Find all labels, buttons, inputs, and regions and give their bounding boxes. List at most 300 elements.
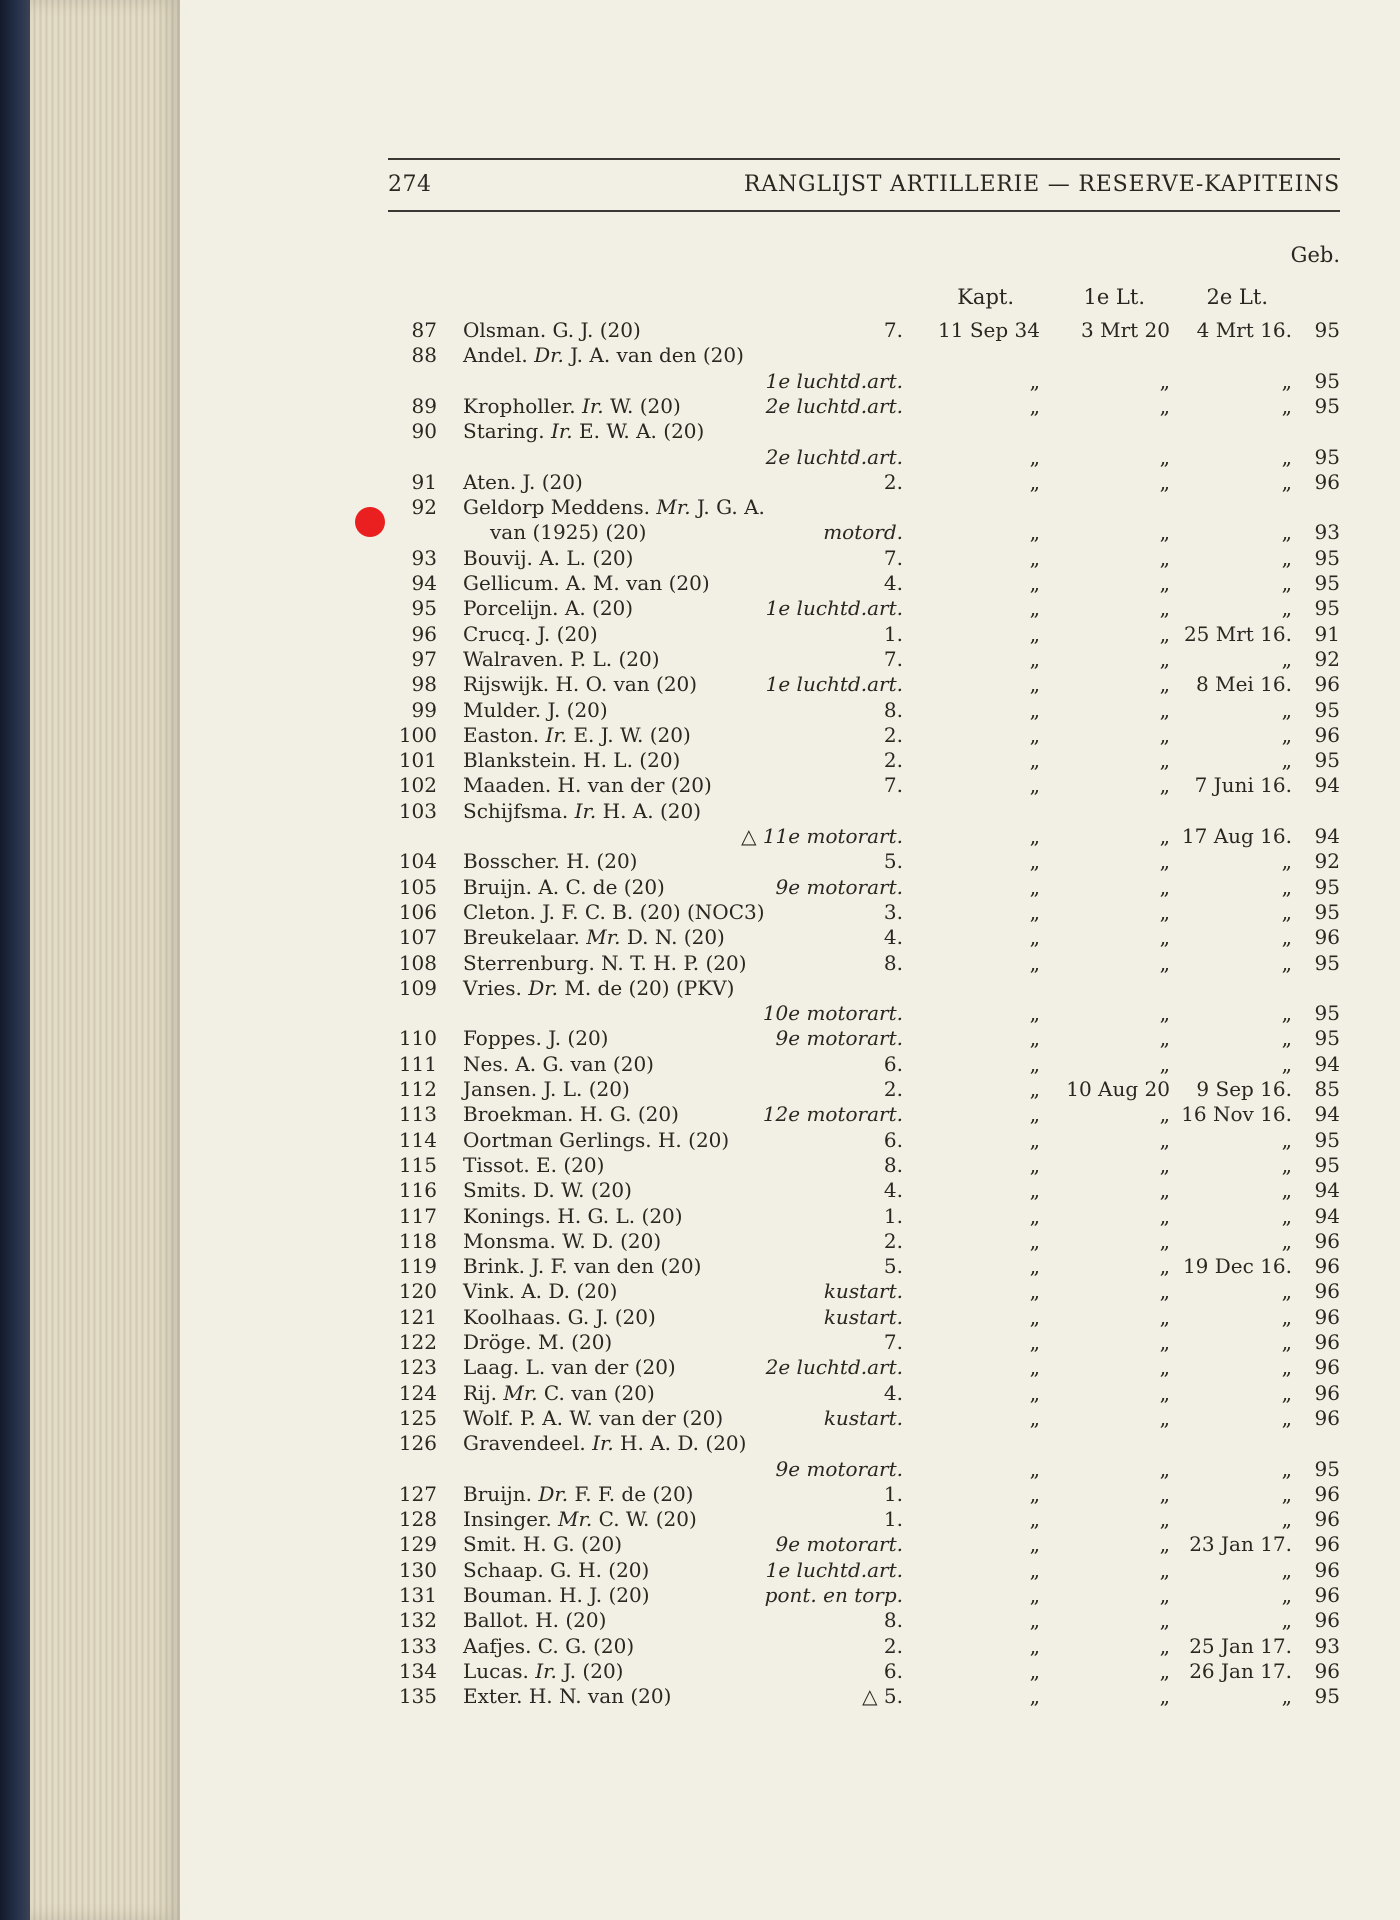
birth-year: 95 <box>1314 1026 1340 1051</box>
officer-name: Bosscher. H. (20) <box>463 849 638 874</box>
birth-year: 92 <box>1314 849 1340 874</box>
date-1e-lt: „ <box>1159 824 1170 848</box>
birth-year: 95 <box>1314 1001 1340 1026</box>
date-2e-lt: „ <box>1281 646 1292 671</box>
unit-assignment: 7. <box>883 646 903 671</box>
list-row <box>0 1077 1400 1102</box>
birth-year: 95 <box>1314 368 1340 393</box>
officer-name: Lucas. Ir. J. (20) <box>463 1658 624 1683</box>
date-2e-lt: „ <box>1281 1507 1292 1532</box>
list-row <box>0 1482 1400 1507</box>
birth-year: 91 <box>1314 621 1340 646</box>
date-kapt: „ <box>1029 722 1040 747</box>
officer-name: Wolf. P. A. W. van der (20) <box>463 1405 724 1430</box>
date-kapt: „ <box>1029 1102 1040 1127</box>
date-2e-lt: 26 Jan 17. <box>1189 1658 1292 1683</box>
date-kapt: „ <box>1029 925 1040 950</box>
date-kapt: „ <box>1029 773 1040 798</box>
rank-number: 126 <box>398 1431 437 1456</box>
date-2e-lt: „ <box>1281 722 1292 747</box>
unit-assignment: 4. <box>883 925 903 950</box>
date-1e-lt: 10 Aug 20 <box>1066 1077 1170 1101</box>
list-row <box>0 1001 1400 1026</box>
date-kapt: „ <box>1029 1228 1040 1253</box>
date-2e-lt: „ <box>1281 1228 1292 1253</box>
unit-assignment: 8. <box>883 1152 903 1177</box>
birth-year: 96 <box>1314 1481 1340 1506</box>
date-1e-lt: „ <box>1159 545 1170 570</box>
rank-number: 108 <box>398 950 437 975</box>
date-2e-lt: „ <box>1281 469 1292 494</box>
list-row <box>0 318 1400 343</box>
date-1e-lt: „ <box>1159 1633 1170 1658</box>
officer-name: Rijswijk. H. O. van (20) <box>463 672 698 697</box>
unit-assignment: 8. <box>883 697 903 722</box>
date-kapt: „ <box>1029 1254 1040 1279</box>
list-row <box>0 1229 1400 1254</box>
unit-assignment: 2. <box>883 1077 903 1101</box>
rank-number: 92 <box>411 495 437 520</box>
unit-assignment: kustart. <box>823 1405 903 1430</box>
unit-assignment: 3. <box>883 899 903 924</box>
date-1e-lt: „ <box>1159 1658 1170 1683</box>
birth-year: 96 <box>1314 722 1340 747</box>
officer-name: Brink. J. F. van den (20) <box>463 1254 702 1279</box>
date-2e-lt: „ <box>1281 1127 1292 1152</box>
unit-assignment: 6. <box>883 1127 903 1152</box>
date-kapt: „ <box>1029 1608 1040 1633</box>
date-1e-lt: „ <box>1159 1026 1170 1051</box>
date-kapt: „ <box>1029 621 1040 646</box>
rank-number: 100 <box>398 722 437 747</box>
birth-year: 96 <box>1314 1583 1340 1607</box>
rank-number: 135 <box>398 1684 437 1709</box>
date-2e-lt: „ <box>1281 1304 1292 1329</box>
date-2e-lt: „ <box>1281 1051 1292 1076</box>
date-kapt: „ <box>1029 1279 1040 1304</box>
unit-assignment: 12e motorart. <box>762 1102 903 1127</box>
date-2e-lt: „ <box>1281 596 1292 621</box>
date-kapt: „ <box>1029 899 1040 924</box>
list-row <box>0 1634 1400 1659</box>
officer-name: Andel. Dr. J. A. van den (20) <box>463 343 744 368</box>
birth-year: 95 <box>1314 950 1340 975</box>
rank-number: 101 <box>398 748 437 773</box>
rank-number: 124 <box>398 1380 437 1405</box>
officer-name: Gellicum. A. M. van (20) <box>463 571 710 595</box>
rank-number: 133 <box>398 1633 437 1658</box>
rank-number: 106 <box>398 899 437 924</box>
birth-year: 96 <box>1314 1330 1340 1354</box>
date-1e-lt: „ <box>1159 1102 1170 1127</box>
list-row <box>0 1102 1400 1127</box>
date-2e-lt: 16 Nov 16. <box>1181 1102 1292 1127</box>
birth-year: 95 <box>1314 1456 1340 1481</box>
date-2e-lt: „ <box>1281 1152 1292 1177</box>
list-row <box>0 849 1400 874</box>
birth-year: 96 <box>1314 469 1340 494</box>
date-kapt: „ <box>1029 1633 1040 1658</box>
list-row <box>0 1381 1400 1406</box>
rank-number: 132 <box>398 1608 437 1633</box>
rank-number: 127 <box>398 1481 437 1506</box>
rank-number: 120 <box>398 1279 437 1304</box>
birth-year: 95 <box>1314 874 1340 899</box>
unit-assignment: 2. <box>883 469 903 494</box>
birth-year: 95 <box>1314 393 1340 418</box>
birth-year: 96 <box>1314 1405 1340 1430</box>
date-1e-lt: „ <box>1159 1203 1170 1228</box>
list-row <box>0 773 1400 798</box>
birth-year: 96 <box>1314 1380 1340 1405</box>
date-1e-lt: „ <box>1159 874 1170 899</box>
rank-number: 94 <box>411 571 437 595</box>
rank-number: 87 <box>411 318 437 342</box>
list-row <box>0 1330 1400 1355</box>
date-1e-lt: „ <box>1159 1279 1170 1304</box>
unit-assignment: kustart. <box>823 1304 903 1329</box>
date-kapt: „ <box>1029 1481 1040 1506</box>
date-1e-lt: „ <box>1159 1532 1170 1557</box>
birth-year: 94 <box>1314 1102 1340 1127</box>
date-kapt: „ <box>1029 824 1040 848</box>
date-kapt: „ <box>1029 646 1040 671</box>
date-2e-lt: „ <box>1281 1583 1292 1607</box>
officer-name: Smits. D. W. (20) <box>463 1178 632 1203</box>
date-2e-lt: „ <box>1281 1608 1292 1633</box>
unit-assignment: 1e luchtd.art. <box>765 368 903 393</box>
list-row <box>0 571 1400 596</box>
unit-assignment: pont. en torp. <box>764 1583 903 1607</box>
unit-assignment: 1e luchtd.art. <box>765 596 903 621</box>
rank-number: 103 <box>398 798 437 823</box>
unit-assignment: 4. <box>883 1178 903 1203</box>
date-kapt: 11 Sep 34 <box>938 318 1040 342</box>
list-row <box>0 1254 1400 1279</box>
unit-assignment: 4. <box>883 571 903 595</box>
officer-name: Olsman. G. J. (20) <box>463 318 641 342</box>
date-1e-lt: „ <box>1159 1152 1170 1177</box>
date-1e-lt: „ <box>1159 1481 1170 1506</box>
unit-assignment: 1. <box>883 1203 903 1228</box>
date-2e-lt: „ <box>1281 849 1292 874</box>
date-2e-lt: 23 Jan 17. <box>1189 1532 1292 1557</box>
date-kapt: „ <box>1029 1304 1040 1329</box>
officer-name: Dröge. M. (20) <box>463 1330 613 1354</box>
unit-assignment: 6. <box>883 1051 903 1076</box>
date-2e-lt: 25 Jan 17. <box>1189 1633 1292 1658</box>
date-1e-lt: „ <box>1159 1507 1170 1532</box>
rank-number: 116 <box>398 1178 437 1203</box>
date-2e-lt: „ <box>1281 1380 1292 1405</box>
date-2e-lt: 19 Dec 16. <box>1182 1254 1292 1279</box>
unit-assignment: 2e luchtd.art. <box>765 1355 903 1380</box>
date-kapt: „ <box>1029 469 1040 494</box>
rank-number: 97 <box>411 646 437 671</box>
date-1e-lt: „ <box>1159 1127 1170 1152</box>
birth-year: 93 <box>1314 520 1340 545</box>
date-1e-lt: „ <box>1159 1228 1170 1253</box>
unit-assignment: 6. <box>883 1658 903 1683</box>
list-row <box>0 394 1400 419</box>
list-row <box>0 470 1400 495</box>
date-kapt: „ <box>1029 950 1040 975</box>
list-row <box>0 1507 1400 1532</box>
date-kapt: „ <box>1029 672 1040 697</box>
date-1e-lt: „ <box>1159 596 1170 621</box>
officer-name: Smit. H. G. (20) <box>463 1532 623 1557</box>
date-1e-lt: „ <box>1159 1178 1170 1203</box>
list-row <box>0 1052 1400 1077</box>
rank-number: 117 <box>398 1203 437 1228</box>
unit-assignment: kustart. <box>823 1279 903 1304</box>
rank-number: 99 <box>411 697 437 722</box>
birth-year: 95 <box>1314 318 1340 342</box>
unit-assignment: 9e motorart. <box>775 1456 903 1481</box>
officer-name: Porcelijn. A. (20) <box>463 596 634 621</box>
unit-assignment: 7. <box>883 545 903 570</box>
header-rule-top <box>388 158 1340 160</box>
date-kapt: „ <box>1029 1330 1040 1354</box>
date-2e-lt: „ <box>1281 1355 1292 1380</box>
date-kapt: „ <box>1029 571 1040 595</box>
rank-number: 96 <box>411 621 437 646</box>
officer-name: Exter. H. N. van (20) <box>463 1684 672 1709</box>
officer-name: Aafjes. C. G. (20) <box>463 1633 635 1658</box>
birth-year: 93 <box>1314 1633 1340 1658</box>
date-kapt: „ <box>1029 1658 1040 1683</box>
date-kapt: „ <box>1029 393 1040 418</box>
list-row <box>0 520 1400 545</box>
date-2e-lt: 7 Juni 16. <box>1194 773 1292 798</box>
date-1e-lt: „ <box>1159 1608 1170 1633</box>
officer-name: Aten. J. (20) <box>463 469 583 494</box>
unit-assignment: 7. <box>883 773 903 798</box>
column-header-2e-lt: 2e Lt. <box>1206 285 1268 309</box>
list-row <box>0 824 1400 849</box>
date-2e-lt: 17 Aug 16. <box>1181 824 1292 848</box>
unit-assignment: △ 5. <box>862 1684 903 1709</box>
date-1e-lt: „ <box>1159 1001 1170 1026</box>
list-row <box>0 1457 1400 1482</box>
unit-assignment: 4. <box>883 1380 903 1405</box>
date-2e-lt: 9 Sep 16. <box>1196 1077 1292 1101</box>
officer-name: Ballot. H. (20) <box>463 1608 607 1633</box>
date-2e-lt: „ <box>1281 1178 1292 1203</box>
officer-name: Vries. Dr. M. de (20) (PKV) <box>463 975 735 1000</box>
birth-year: 95 <box>1314 899 1340 924</box>
birth-year: 95 <box>1314 697 1340 722</box>
list-row <box>0 698 1400 723</box>
rank-number: 111 <box>398 1051 437 1076</box>
rank-number: 104 <box>398 849 437 874</box>
date-1e-lt: „ <box>1159 444 1170 469</box>
birth-year: 96 <box>1314 1304 1340 1329</box>
birth-year: 95 <box>1314 444 1340 469</box>
list-row <box>0 495 1400 520</box>
date-1e-lt: „ <box>1159 672 1170 697</box>
date-1e-lt: „ <box>1159 899 1170 924</box>
column-header-1e-lt: 1e Lt. <box>1083 285 1145 309</box>
unit-assignment: 1e luchtd.art. <box>765 1557 903 1582</box>
officer-name: Monsma. W. D. (20) <box>463 1228 662 1253</box>
birth-year: 96 <box>1314 1507 1340 1532</box>
list-row <box>0 900 1400 925</box>
list-row <box>0 622 1400 647</box>
date-kapt: „ <box>1029 1127 1040 1152</box>
birth-year: 85 <box>1314 1077 1340 1101</box>
date-2e-lt: „ <box>1281 368 1292 393</box>
date-1e-lt: „ <box>1159 571 1170 595</box>
list-row <box>0 1558 1400 1583</box>
rank-number: 88 <box>411 343 437 368</box>
date-2e-lt: „ <box>1281 1557 1292 1582</box>
birth-year: 96 <box>1314 672 1340 697</box>
birth-year: 94 <box>1314 1178 1340 1203</box>
date-1e-lt: „ <box>1159 1254 1170 1279</box>
unit-assignment: 5. <box>883 849 903 874</box>
date-kapt: „ <box>1029 1152 1040 1177</box>
officer-name: Gravendeel. Ir. H. A. D. (20) <box>463 1431 747 1456</box>
officer-name: Walraven. P. L. (20) <box>463 646 660 671</box>
rank-number: 123 <box>398 1355 437 1380</box>
unit-assignment: 9e motorart. <box>775 1026 903 1051</box>
date-kapt: „ <box>1029 1405 1040 1430</box>
rank-number: 93 <box>411 545 437 570</box>
officer-name: Bouman. H. J. (20) <box>463 1583 650 1607</box>
officer-name: Kropholler. Ir. W. (20) <box>463 393 681 418</box>
officer-name: Sterrenburg. N. T. H. P. (20) <box>463 950 747 975</box>
unit-assignment: 10e motorart. <box>762 1001 903 1026</box>
date-1e-lt: „ <box>1159 1304 1170 1329</box>
officer-name: Bouvij. A. L. (20) <box>463 545 634 570</box>
date-1e-lt: „ <box>1159 1684 1170 1709</box>
rank-number: 128 <box>398 1507 437 1532</box>
date-2e-lt: „ <box>1281 1330 1292 1354</box>
officer-name: Staring. Ir. E. W. A. (20) <box>463 419 705 444</box>
date-kapt: „ <box>1029 1001 1040 1026</box>
list-row <box>0 1532 1400 1557</box>
list-row <box>0 723 1400 748</box>
column-header-geb: Geb. <box>1290 243 1340 267</box>
date-kapt: „ <box>1029 596 1040 621</box>
list-row <box>0 647 1400 672</box>
officer-name: Maaden. H. van der (20) <box>463 773 712 798</box>
officer-name: Rij. Mr. C. van (20) <box>463 1380 655 1405</box>
rank-number: 109 <box>398 975 437 1000</box>
unit-assignment: 2. <box>883 1633 903 1658</box>
date-kapt: „ <box>1029 1684 1040 1709</box>
unit-assignment: 7. <box>883 318 903 342</box>
date-kapt: „ <box>1029 1203 1040 1228</box>
unit-assignment: △ 11e motorart. <box>741 824 903 848</box>
rank-number: 110 <box>398 1026 437 1051</box>
date-1e-lt: „ <box>1159 469 1170 494</box>
date-1e-lt: „ <box>1159 368 1170 393</box>
officer-name-continued: van (1925) (20) <box>490 520 647 545</box>
date-2e-lt: 8 Mei 16. <box>1196 672 1292 697</box>
unit-assignment: 2. <box>883 722 903 747</box>
officer-name: Geldorp Meddens. Mr. J. G. A. <box>463 495 765 520</box>
date-1e-lt: „ <box>1159 1583 1170 1607</box>
date-2e-lt: „ <box>1281 1279 1292 1304</box>
date-2e-lt: „ <box>1281 393 1292 418</box>
officer-name: Breukelaar. Mr. D. N. (20) <box>463 925 725 950</box>
list-row <box>0 1659 1400 1684</box>
list-row <box>0 925 1400 950</box>
page-number: 274 <box>388 172 432 197</box>
officer-name: Bruijn. Dr. F. F. de (20) <box>463 1481 694 1506</box>
list-row <box>0 951 1400 976</box>
date-kapt: „ <box>1029 1026 1040 1051</box>
list-row <box>0 1355 1400 1380</box>
date-1e-lt: „ <box>1159 1355 1170 1380</box>
unit-assignment: 1. <box>883 1481 903 1506</box>
officer-name: Blankstein. H. L. (20) <box>463 748 681 773</box>
date-2e-lt: „ <box>1281 925 1292 950</box>
list-row <box>0 343 1400 368</box>
list-row <box>0 1583 1400 1608</box>
unit-assignment: 1e luchtd.art. <box>765 672 903 697</box>
date-1e-lt: „ <box>1159 1380 1170 1405</box>
list-row <box>0 1431 1400 1456</box>
date-2e-lt: „ <box>1281 899 1292 924</box>
rank-number: 90 <box>411 419 437 444</box>
list-row <box>0 546 1400 571</box>
date-2e-lt: „ <box>1281 950 1292 975</box>
date-1e-lt: „ <box>1159 520 1170 545</box>
birth-year: 96 <box>1314 1355 1340 1380</box>
birth-year: 94 <box>1314 1051 1340 1076</box>
officer-name: Nes. A. G. van (20) <box>463 1051 654 1076</box>
unit-assignment: 8. <box>883 1608 903 1633</box>
list-row <box>0 1684 1400 1709</box>
list-row <box>0 1128 1400 1153</box>
date-1e-lt: „ <box>1159 925 1170 950</box>
officer-name: Schijfsma. Ir. H. A. (20) <box>463 798 702 823</box>
list-row <box>0 672 1400 697</box>
officer-name: Jansen. J. L. (20) <box>463 1077 630 1101</box>
rank-number: 112 <box>398 1077 437 1101</box>
date-1e-lt: „ <box>1159 950 1170 975</box>
date-2e-lt: 4 Mrt 16. <box>1196 318 1292 342</box>
date-kapt: „ <box>1029 1583 1040 1607</box>
date-1e-lt: „ <box>1159 773 1170 798</box>
list-row <box>0 748 1400 773</box>
date-kapt: „ <box>1029 368 1040 393</box>
rank-number: 131 <box>398 1583 437 1607</box>
rank-number: 98 <box>411 672 437 697</box>
officer-name: Laag. L. van der (20) <box>463 1355 676 1380</box>
date-2e-lt: „ <box>1281 1001 1292 1026</box>
list-row <box>0 1204 1400 1229</box>
birth-year: 94 <box>1314 1203 1340 1228</box>
date-1e-lt: „ <box>1159 1405 1170 1430</box>
officer-name: Konings. H. G. L. (20) <box>463 1203 683 1228</box>
birth-year: 96 <box>1314 1228 1340 1253</box>
officer-name: Cleton. J. F. C. B. (20) (NOC3) <box>463 899 765 924</box>
birth-year: 95 <box>1314 571 1340 595</box>
unit-assignment: 7. <box>883 1330 903 1354</box>
birth-year: 95 <box>1314 1152 1340 1177</box>
officer-name: Bruijn. A. C. de (20) <box>463 874 665 899</box>
birth-year: 96 <box>1314 1608 1340 1633</box>
list-row <box>0 976 1400 1001</box>
list-row <box>0 445 1400 470</box>
rank-number: 122 <box>398 1330 437 1354</box>
date-2e-lt: „ <box>1281 1456 1292 1481</box>
date-1e-lt: „ <box>1159 621 1170 646</box>
